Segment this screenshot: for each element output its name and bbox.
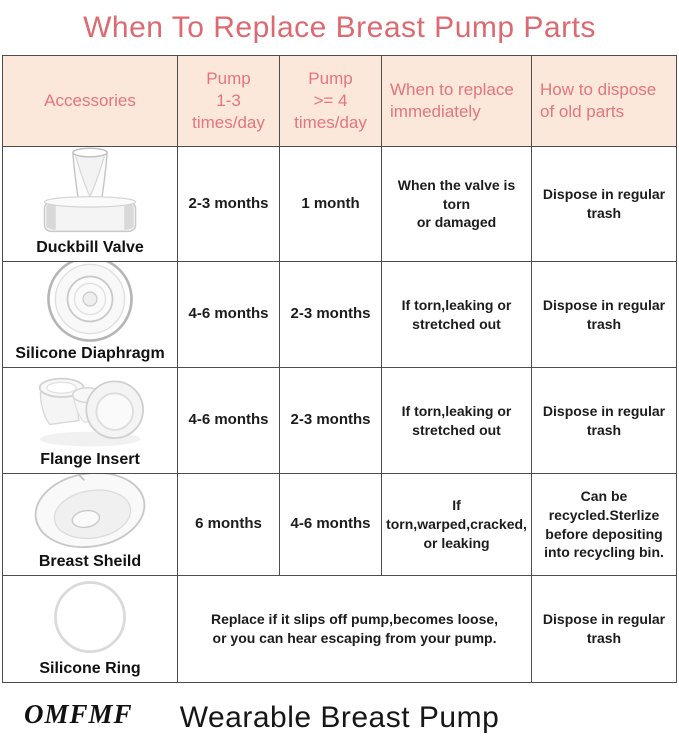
silicone-ring-image [3, 576, 177, 659]
header-dispose: How to dispose of old parts [532, 56, 676, 147]
dispose-cell: Dispose in regular trash [532, 368, 676, 474]
header-accessories: Accessories [3, 56, 178, 147]
accessory-label: Silicone Ring [39, 660, 141, 677]
pump13-cell: 4-6 months [178, 262, 280, 368]
page-title: When To Replace Breast Pump Parts [83, 11, 596, 44]
footer [0, 695, 679, 741]
pump13-cell: 6 months [178, 474, 280, 576]
replace-cell: If torn,leaking or stretched out [382, 262, 532, 368]
merged-replace-cell: Replace if it slips off pump,becomes loose, or you can hear escaping from your pump. [178, 576, 532, 682]
dispose-cell: Dispose in regular trash [542, 611, 666, 646]
accessory-cell-shield [3, 474, 178, 576]
accessory-cell-diaphragm [3, 262, 178, 368]
accessory-label: Silicone Diaphragm [15, 345, 165, 362]
replacement-table [2, 55, 677, 683]
accessory-cell-flange [3, 368, 178, 474]
replace-cell: When the valve is torn or damaged [382, 147, 532, 262]
brand-logo: OMFMF [24, 699, 133, 729]
infographic-page [0, 10, 679, 741]
accessory-label: Duckbill Valve [36, 239, 144, 256]
header-replace-immediately: When to replace immediately [382, 56, 532, 147]
accessory-label: Breast Sheild [38, 553, 142, 570]
silicone-diaphragm-image [3, 262, 177, 344]
pump4-cell: 2-3 months [280, 368, 382, 474]
dispose-cell: Can be recycled.Sterlize before depositing into recycling bin. [532, 474, 676, 576]
header-pump-1-3: Pump 1-3 times/day [178, 56, 280, 147]
replace-cell: If torn,warped,cracked, or leaking [382, 474, 532, 576]
replace-cell: If torn,leaking or stretched out [382, 368, 532, 474]
flange-insert-image [3, 368, 177, 450]
pump13-cell: 2-3 months [178, 147, 280, 262]
pump4-cell: 2-3 months [280, 262, 382, 368]
dispose-cell: Dispose in regular trash [532, 147, 676, 262]
dispose-cell: Dispose in regular trash [532, 262, 676, 368]
accessory-label: Flange Insert [40, 451, 140, 468]
product-name: Wearable Breast Pump [179, 701, 500, 734]
pump4-cell: 4-6 months [280, 474, 382, 576]
pump4-cell: 1 month [280, 147, 382, 262]
accessory-cell-ring [3, 576, 178, 682]
pump13-cell: 4-6 months [178, 368, 280, 474]
breast-shield-image [3, 474, 177, 552]
accessory-cell-duckbill [3, 147, 178, 262]
duckbill-valve-image [3, 147, 177, 238]
header-pump-4plus: Pump >= 4 times/day [280, 56, 382, 147]
